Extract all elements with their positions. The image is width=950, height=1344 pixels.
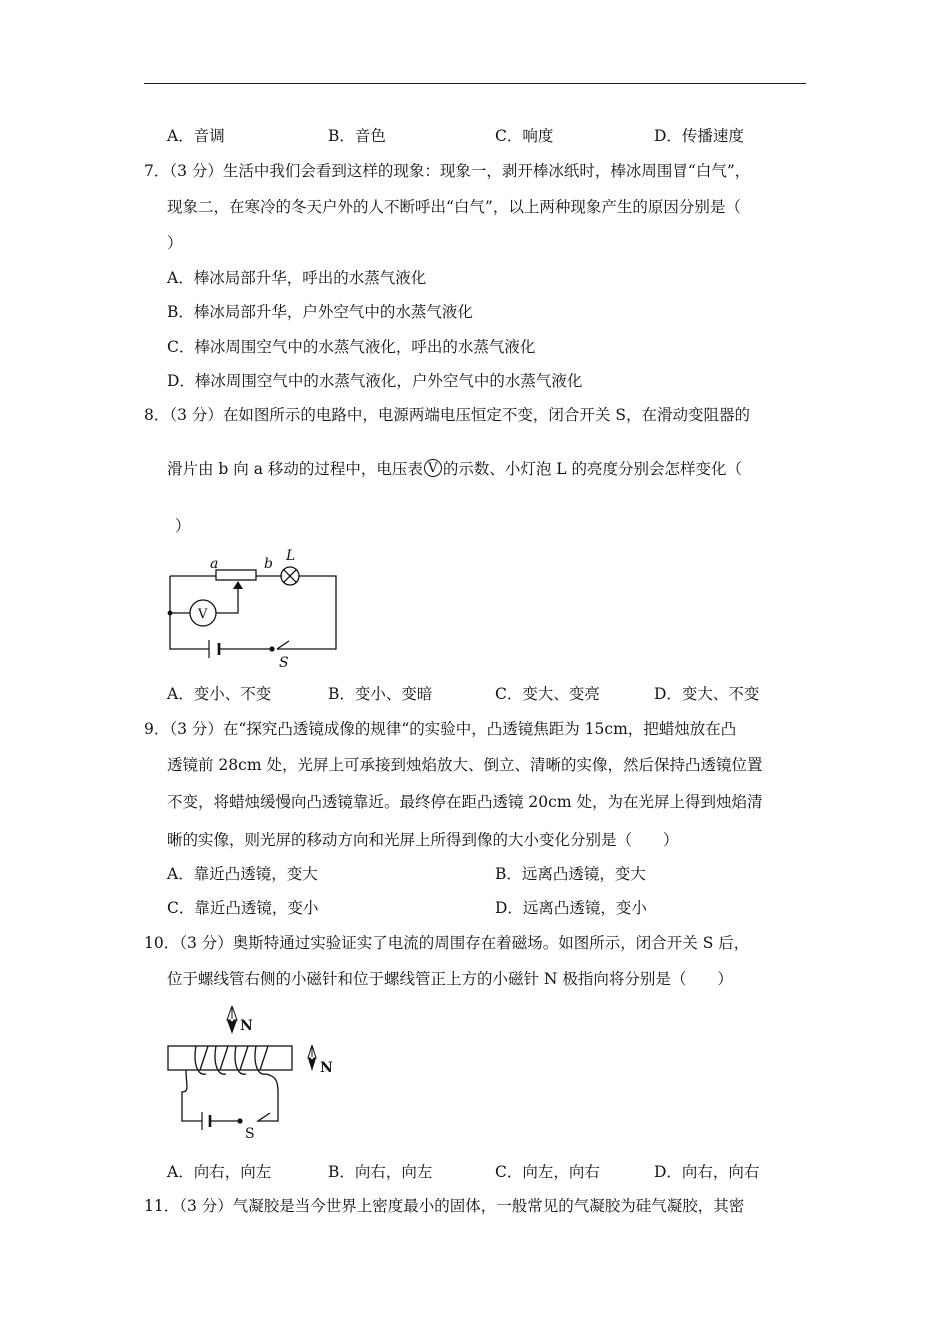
voltmeter-symbol-icon (424, 459, 442, 477)
q8-circuit-diagram (160, 545, 350, 670)
label-switch: S (245, 1126, 255, 1142)
q8-option-d[interactable]: D．变大、不变 (654, 685, 760, 703)
slider-lead (216, 587, 238, 613)
voltmeter-symbol-letter: V (428, 461, 438, 476)
q7-option-c[interactable]: C．棒冰周围空气中的水蒸气液化，呼出的水蒸气液化 (167, 338, 536, 356)
coil-back-turns (200, 1046, 268, 1070)
q6-option-b[interactable]: B．音色 (328, 127, 386, 145)
q8-stem-line-3: ） (175, 517, 191, 535)
q9-stem-line-1: 9．（3 分）在“探究凸透镜成像的规律“的实验中，凸透镜焦距为 15cm，把蜡烛放在凸 (144, 720, 737, 738)
slider-arrow-icon (233, 581, 243, 589)
q6-option-d[interactable]: D．传播速度 (654, 127, 744, 145)
switch-pivot-dot (237, 1118, 242, 1123)
q6-option-a[interactable]: A．音调 (167, 127, 225, 145)
q8-stem-line-1: 8．（3 分）在如图所示的电路中，电源两端电压恒定不变，闭合开关 S，在滑动变阻器的 (144, 406, 750, 424)
q9-option-b[interactable]: B．远离凸透镜，变大 (495, 865, 646, 883)
q9-option-a[interactable]: A．靠近凸透镜，变大 (167, 865, 318, 883)
q10-option-d[interactable]: D．向右，向右 (654, 1163, 760, 1181)
label-top-n: N (240, 1018, 253, 1034)
q8-option-c[interactable]: C．变大、变亮 (495, 685, 600, 703)
q8-stem-line-2-start: 滑片由 b 向 a 移动的过程中，电压表 (167, 460, 423, 478)
q7-stem-line-3: ） (167, 234, 183, 252)
q10-stem-line-2: 位于螺线管右侧的小磁针和位于螺线管正上方的小磁针 N 极指向将分别是（ ） (167, 970, 733, 988)
label-right-n: N (320, 1060, 333, 1076)
q8-stem-line-2 (167, 459, 742, 479)
circuit-wire-right (277, 576, 336, 649)
label-voltmeter: V (198, 607, 208, 622)
q8-option-a[interactable]: A．变小、不变 (167, 685, 272, 703)
switch-pivot-dot (269, 646, 274, 651)
q7-option-a[interactable]: A．棒冰局部升华，呼出的水蒸气液化 (167, 269, 427, 287)
solenoid-core (168, 1046, 292, 1070)
switch-blade-icon (277, 641, 289, 649)
q9-stem-line-3: 不变，将蜡烛缓慢向凸透镜靠近。最终停在距凸透镜 20cm 处，为在光屏上得到烛焰清 (167, 793, 763, 811)
q9-stem-line-2: 透镜前 28cm 处，光屏上可承接到烛焰放大、倒立、清晰的实像，然后保持凸透镜位置 (167, 756, 763, 774)
q9-stem-line-4: 晰的实像，则光屏的移动方向和光屏上所得到像的大小变化分别是（ ） (167, 831, 679, 849)
q7-option-b[interactable]: B．棒冰局部升华，户外空气中的水蒸气液化 (167, 303, 473, 321)
coil-lead-right (258, 1074, 278, 1121)
q7-stem-line-2: 现象二，在寒冷的冬天户外的人不断呼出“白气”，以上两种现象产生的原因分别是（ (167, 198, 741, 216)
q10-option-b[interactable]: B．向右，向左 (328, 1163, 433, 1181)
header-rule (144, 83, 806, 84)
right-compass-needle-icon (308, 1045, 316, 1071)
coil-lead-left (182, 1070, 202, 1121)
q10-solenoid-diagram (160, 1000, 350, 1145)
q10-stem-line-1: 10．（3 分）奥斯特通过实验证实了电流的周围存在着磁场。如图所示，闭合开关 S 后， (144, 934, 750, 952)
lamp-cross (284, 570, 297, 583)
label-b: b (264, 556, 273, 572)
q10-option-a[interactable]: A．向右，向左 (167, 1163, 272, 1181)
q8-stem-line-2-end: 的示数、小灯泡 L 的亮度分别会怎样变化（ (442, 460, 743, 478)
junction-dot (168, 611, 173, 616)
label-switch: S (279, 655, 289, 670)
q6-option-c[interactable]: C．响度 (495, 127, 554, 145)
q7-stem-line-1: 7．（3 分）生活中我们会看到这样的现象：现象一，剥开棒冰纸时，棒冰周围冒“白气”， (144, 162, 751, 180)
q7-option-d[interactable]: D．棒冰周围空气中的水蒸气液化，户外空气中的水蒸气液化 (167, 372, 583, 390)
q9-option-c[interactable]: C．靠近凸透镜，变小 (167, 899, 319, 917)
q10-option-c[interactable]: C．向左，向右 (495, 1163, 600, 1181)
rheostat-icon (216, 570, 256, 580)
q11-stem-line-1: 11．（3 分）气凝胶是当今世界上密度最小的固体，一般常见的气凝胶为硅气凝胶，其密 (144, 1197, 745, 1215)
top-compass-needle-icon (227, 1006, 237, 1034)
label-a: a (210, 556, 219, 572)
label-lamp: L (286, 548, 296, 564)
q9-option-d[interactable]: D．远离凸透镜，变小 (495, 899, 647, 917)
q8-option-b[interactable]: B．变小、变暗 (328, 685, 433, 703)
